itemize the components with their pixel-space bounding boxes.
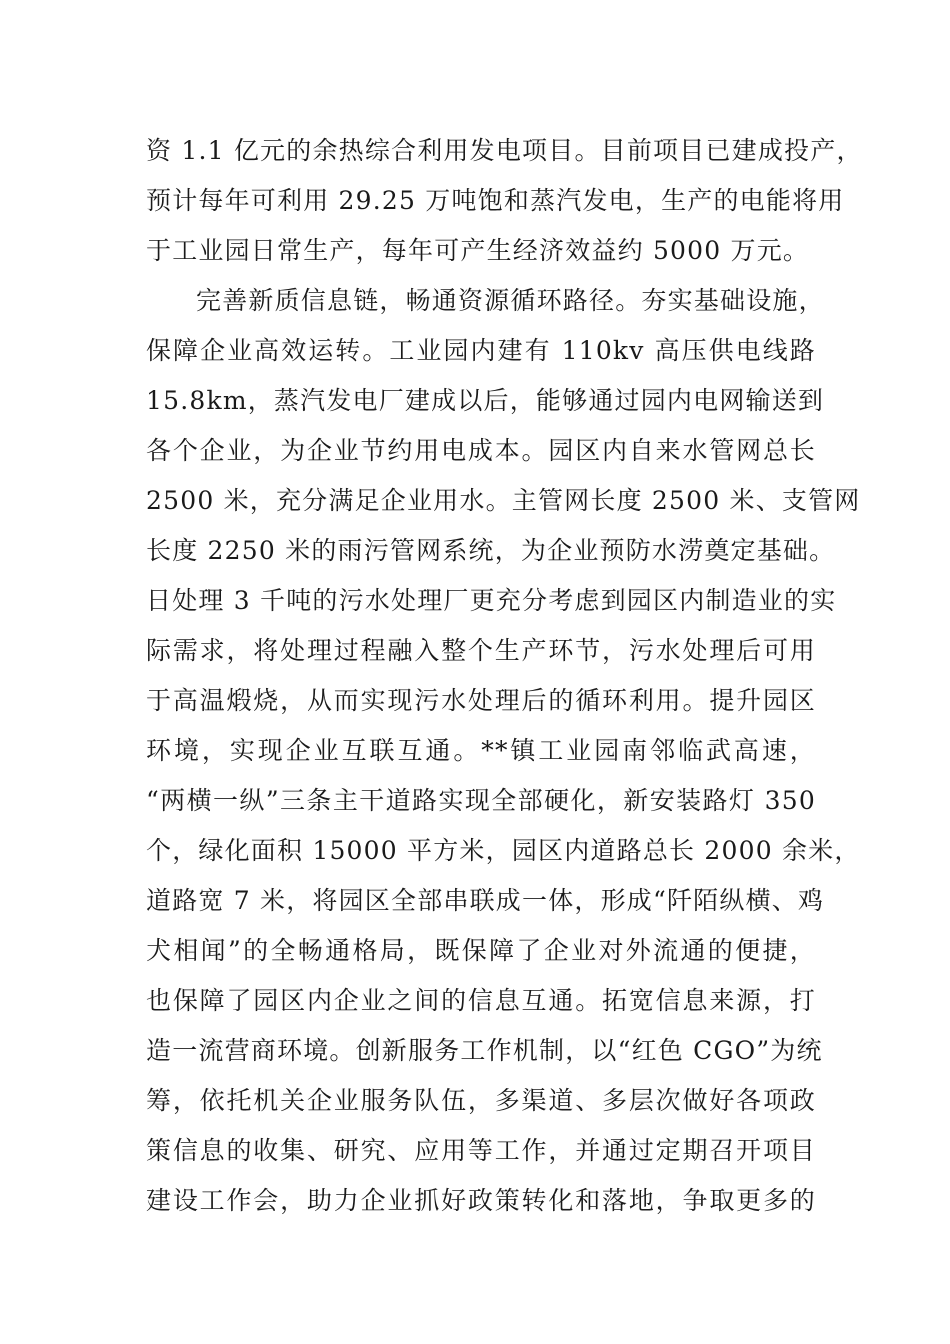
paragraph-line: 际需求，将处理过程融入整个生产环节，污水处理后可用 [146,636,816,665]
paragraph-line: 15.8km，蒸汽发电厂建成以后，能够通过园内电网输送到 [146,386,825,415]
paragraph-line: 资 1.1 亿元的余热综合利用发电项目。目前项目已建成投产， [146,136,863,165]
paragraph-line: 环境，实现企业互联互通。**镇工业园南邻临武高速， [146,736,816,765]
paragraph-line: 个，绿化面积 15000 平方米，园区内道路总长 2000 余米， [146,836,861,865]
paragraph-line: 也保障了园区内企业之间的信息互通。拓宽信息来源，打 [146,986,816,1015]
paragraph-line: 各个企业，为企业节约用电成本。园区内自来水管网总长 [146,436,816,465]
paragraph-line: 于高温煅烧，从而实现污水处理后的循环利用。提升园区 [146,686,816,715]
paragraph-line: 造一流营商环境。创新服务工作机制，以“红色 CGO”为统 [146,1036,823,1065]
paragraph-line: 道路宽 7 米，将园区全部串联成一体，形成“阡陌纵横、鸡 [146,886,825,915]
paragraph-line: 完善新质信息链，畅通资源循环路径。夯实基础设施， [196,286,825,315]
paragraph-line: 长度 2250 米的雨污管网系统，为企业预防水涝奠定基础。 [146,536,836,565]
paragraph-line: 犬相闻”的全畅通格局，既保障了企业对外流通的便捷， [146,936,816,965]
paragraph-line: 保障企业高效运转。工业园内建有 110kv 高压供电线路 [146,336,816,365]
paragraph-line: 策信息的收集、研究、应用等工作，并通过定期召开项目 [146,1136,816,1165]
paragraph-line: 筹，依托机关企业服务队伍，多渠道、多层次做好各项政 [146,1086,816,1115]
paragraph-line: “两横一纵”三条主干道路实现全部硬化，新安装路灯 350 [146,786,816,815]
paragraph-line: 2500 米，充分满足企业用水。主管网长度 2500 米、支管网 [146,486,861,515]
paragraph-line: 日处理 3 千吨的污水处理厂更充分考虑到园区内制造业的实 [146,586,837,615]
paragraph-line: 建设工作会，助力企业抓好政策转化和落地，争取更多的 [146,1186,816,1215]
paragraph-line: 预计每年可利用 29.25 万吨饱和蒸汽发电，生产的电能将用 [146,186,845,215]
paragraph-line: 于工业园日常生产，每年可产生经济效益约 5000 万元。 [146,236,810,265]
